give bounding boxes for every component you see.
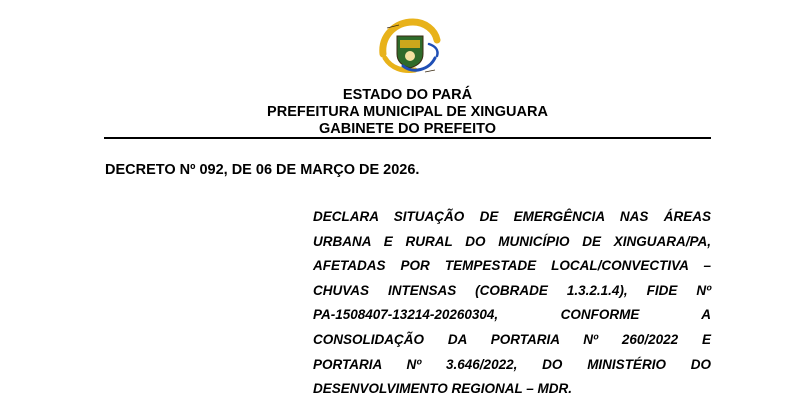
municipality-name: PREFEITURA MUNICIPAL DE XINGUARA	[267, 104, 548, 120]
ementa-line: AFETADAS POR TEMPESTADE LOCAL/CONVECTIVA –	[313, 258, 711, 274]
header-divider	[104, 137, 711, 139]
decree-ementa	[313, 205, 711, 402]
municipal-coat-of-arms-icon	[373, 14, 445, 78]
ementa-line: CONSOLIDAÇÃO DA PORTARIA Nº 260/2022 E	[313, 331, 711, 347]
ementa-line: CHUVAS INTENSAS (COBRADE 1.3.2.1.4), FIDE Nº	[313, 282, 711, 298]
letterhead	[100, 87, 715, 138]
ementa-line: PA-1508407-13214-20260304, CONFORME A	[313, 307, 711, 323]
ementa-line: URBANA E RURAL DO MUNICÍPIO DE XINGUARA/PA,	[313, 233, 711, 249]
decree-title: DECRETO Nº 092, DE 06 DE MARÇO DE 2026.	[105, 162, 420, 178]
office-name: GABINETE DO PREFEITO	[319, 121, 496, 137]
state-name: ESTADO DO PARÁ	[342, 87, 473, 103]
ementa-line: PORTARIA Nº 3.646/2022, DO MINISTÉRIO DO	[313, 356, 711, 372]
ementa-line: DECLARA SITUAÇÃO DE EMERGÊNCIA NAS ÁREAS	[313, 209, 711, 224]
ementa-line: DESENVOLVIMENTO REGIONAL – MDR.	[313, 381, 573, 397]
